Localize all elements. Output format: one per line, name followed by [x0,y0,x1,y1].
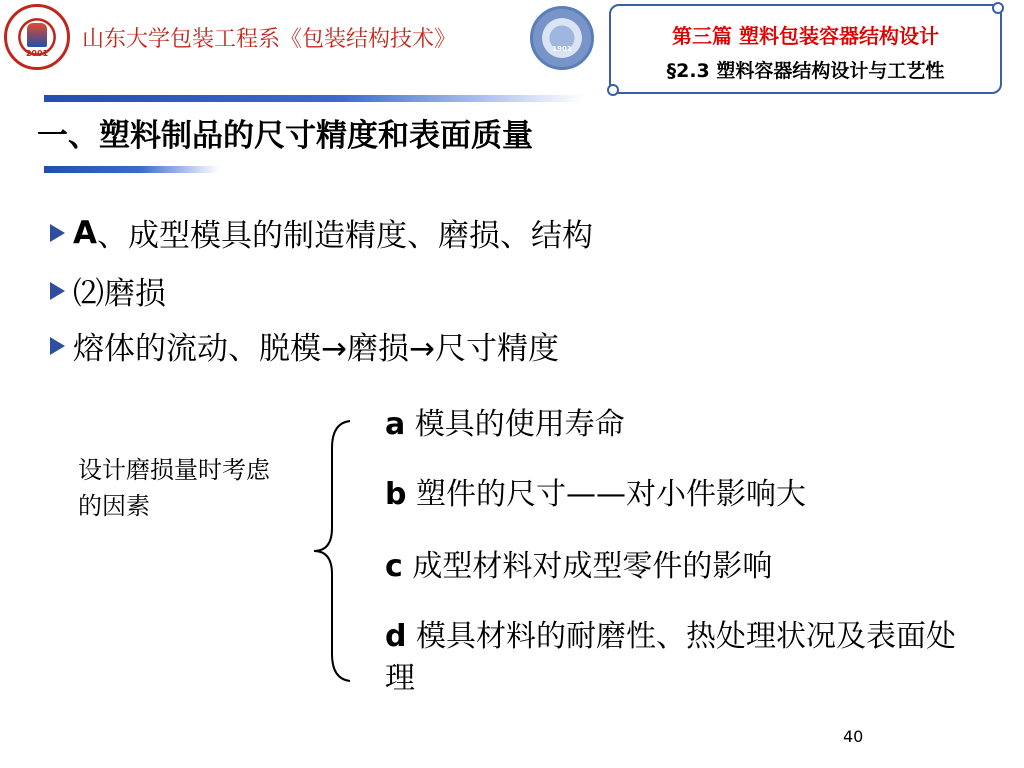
chapter-scroll-box [609,4,1002,94]
chapter-title: 第三篇 塑料包装容器结构设计 [672,24,939,48]
university-logo-left [4,4,70,70]
bullet-arrow-icon [50,337,65,355]
bullet-lead: A [73,214,97,251]
bullet-text: 磨损 [104,276,166,312]
bullet-text: 、成型模具的制造精度、磨损、结构 [97,218,593,254]
factor-item [385,616,965,700]
factor-item-letter: a [385,407,406,442]
factor-item [385,546,772,588]
slide-heading: 一、塑料制品的尺寸精度和表面质量 [37,118,533,154]
factor-item-letter: b [385,477,407,512]
logo-right-year: 1901 [552,45,572,53]
torch-emblem-icon [27,23,47,47]
factor-item-letter: d [385,619,407,654]
section-title: §2.3 塑料容器结构设计与工艺性 [666,60,945,82]
bullet-text: 熔体的流动、脱模→磨损→尺寸精度 [73,331,559,367]
header-title: 山东大学包装工程系《包装结构技术》 [82,27,457,52]
curly-brace-icon [310,418,355,684]
bullet-item [50,210,593,255]
bullet-arrow-icon [50,282,65,300]
factor-item [385,404,625,446]
factor-item-text: 塑件的尺寸——对小件影响大 [406,477,807,512]
factor-label: 设计磨损量时考虑的因素 [78,456,270,520]
factor-item [385,474,806,516]
bullet-arrow-icon [50,224,65,242]
factor-item-text: 模具材料的耐磨性、热处理状况及表面处理 [385,619,957,696]
header-divider-bar [44,95,584,102]
factor-item-text: 模具的使用寿命 [405,407,625,442]
bullet-item [50,323,559,368]
page-number: 40 [843,727,864,746]
factor-item-text: 成型材料对成型零件的影响 [402,549,773,584]
bullet-lead: ⑵ [73,276,104,312]
logo-left-year: 2001 [25,49,49,58]
factor-item-letter: c [385,549,403,584]
university-logo-right [530,6,594,70]
bullet-item [50,268,166,313]
heading-underline-bar [44,166,219,173]
